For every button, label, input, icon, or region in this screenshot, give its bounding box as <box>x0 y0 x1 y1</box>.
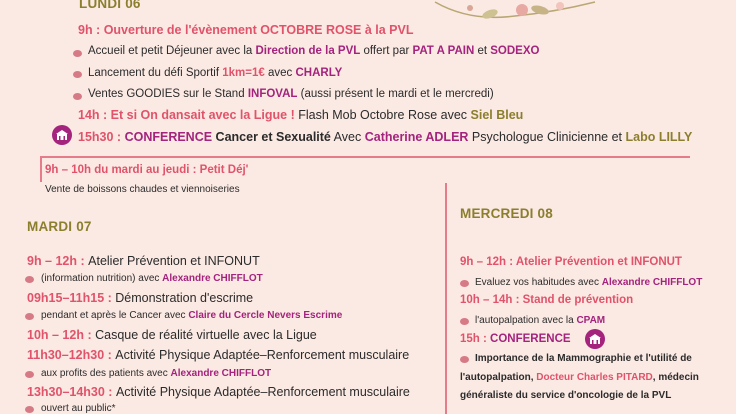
highlight: Alexandre CHIFFLOT <box>162 273 263 284</box>
text: Atelier Prévention et INFONUT <box>88 254 260 268</box>
mercredi-item-3-line2 <box>460 372 699 383</box>
time: 09h15–11h15 : <box>27 291 116 305</box>
conference-badge-icon <box>52 125 72 145</box>
lundi-item-goodies <box>88 88 494 100</box>
mercredi-item-3 <box>460 333 571 345</box>
text: (aussi présent le mardi et le mercredi) <box>297 88 494 100</box>
highlight: Labo LILLY <box>625 130 693 144</box>
mardi-item-3 <box>27 328 317 342</box>
bullet-dot-icon <box>73 71 82 78</box>
time: 15h30 : <box>78 130 125 144</box>
bullet-dot-icon <box>25 313 34 320</box>
highlight: 1km=1€ <box>222 67 265 79</box>
text: l'autopalpation, <box>460 372 537 383</box>
highlight: CHARLY <box>295 67 343 79</box>
mardi-item-4 <box>27 348 409 362</box>
bullet-dot-icon <box>460 280 469 287</box>
highlight: INFOVAL <box>247 88 298 100</box>
text: (information nutrition) avec <box>41 273 163 284</box>
text: Activité Physique Adaptée–Renforcement musculaire <box>115 385 410 399</box>
mardi-item-2-sub <box>41 310 342 321</box>
speaker: Catherine ADLER <box>364 130 469 144</box>
mardi-item-5 <box>27 385 410 399</box>
day-title-lundi: LUNDI 06 <box>79 0 141 11</box>
text: avec <box>264 67 296 79</box>
mercredi-item-1-sub <box>475 277 702 288</box>
bullet-dot-icon <box>73 50 82 57</box>
highlight: SODEXO <box>490 45 540 57</box>
text: Lancement du défi Sportif <box>88 67 223 79</box>
highlight: Siel Bleu <box>470 108 524 122</box>
lundi-item-breakfast <box>88 45 539 57</box>
mercredi-item-3-line1: Importance de la Mammographie et l'utilité de <box>475 353 692 364</box>
divider-line <box>40 156 42 182</box>
mardi-item-1 <box>27 254 260 268</box>
text: pendant et après le Cancer avec <box>41 310 189 321</box>
conference-badge-icon <box>585 329 605 349</box>
mercredi-item-2: 10h – 14h : Stand de prévention <box>460 294 634 306</box>
conference-label: CONFERENCE <box>490 333 571 345</box>
mercredi-item-1: 9h – 12h : Atelier Prévention et INFONUT <box>460 256 682 268</box>
text: Avec <box>330 130 365 144</box>
bullet-dot-icon <box>25 406 34 413</box>
time: 11h30–12h30 : <box>27 348 116 362</box>
petit-dej-title: 9h – 10h du mardi au jeudi : Petit Déj' <box>45 164 249 176</box>
lundi-item-conference <box>78 130 692 144</box>
time: 13h30–14h30 : <box>27 385 116 399</box>
floral-decoration-icon <box>430 0 600 30</box>
text: offert par <box>360 45 413 57</box>
text: Activité Physique Adaptée–Renforcement musculaire <box>115 348 410 362</box>
day-title-mercredi: MERCREDI 08 <box>460 206 553 221</box>
topic: Cancer et Sexualité <box>212 130 331 144</box>
divider-line <box>40 156 690 158</box>
text: aux profits des patients avec <box>41 368 171 379</box>
highlight: PAT A PAIN <box>412 45 475 57</box>
speaker: Docteur Charles PITARD <box>536 372 653 383</box>
text: Casque de réalité virtuelle avec la Ligue <box>95 328 317 342</box>
petit-dej-text: Vente de boissons chaudes et viennoiseries <box>45 184 240 195</box>
time: 10h – 12h : <box>27 328 96 342</box>
highlight: Alexandre CHIFFLOT <box>601 277 703 288</box>
text: Psychologue Clinicienne et <box>468 130 626 144</box>
lundi-item-sport <box>88 67 342 79</box>
highlight: Claire du Cercle Nevers Escrime <box>188 310 343 321</box>
time: 9h – 12h : <box>27 254 89 268</box>
text: Accueil et petit Déjeuner avec la <box>88 45 256 57</box>
bullet-dot-icon <box>25 371 34 378</box>
opening-text: Ouverture de l'évènement OCTOBRE ROSE à la PVL <box>103 23 414 37</box>
mardi-item-2 <box>27 291 253 305</box>
mercredi-item-2-sub <box>475 315 605 326</box>
text: Démonstration d'escrime <box>115 291 254 305</box>
lundi-opening <box>78 23 413 37</box>
day-title-mardi: MARDI 07 <box>27 219 92 234</box>
bullet-dot-icon <box>73 93 82 100</box>
opening-time: 9h : <box>78 23 104 37</box>
text: l'autopalpation avec la <box>475 315 577 326</box>
text: Evaluez vos habitudes avec <box>475 277 602 288</box>
text: Ventes GOODIES sur le Stand <box>88 88 248 100</box>
mercredi-item-3-line3: généraliste du service d'oncologie de la PVL <box>460 390 672 401</box>
bullet-dot-icon <box>460 318 469 325</box>
conference-label: CONFERENCE <box>124 130 213 144</box>
column-separator <box>445 183 447 414</box>
text: , médecin <box>652 372 699 383</box>
text: Flash Mob Octobre Rose avec <box>294 108 471 122</box>
highlight: Alexandre CHIFFLOT <box>170 368 272 379</box>
highlight: 14h : Et si On dansait avec la Ligue ! <box>78 108 295 122</box>
highlight: CPAM <box>576 315 606 326</box>
lundi-item-flashmob <box>78 108 523 122</box>
text: et <box>474 45 491 57</box>
highlight: Direction de la PVL <box>255 45 361 57</box>
mardi-item-5-sub: ouvert au public* <box>41 403 116 414</box>
mardi-item-4-sub <box>41 368 271 379</box>
bullet-dot-icon <box>25 276 34 283</box>
time: 15h : <box>460 333 491 345</box>
mardi-item-1-sub <box>41 273 263 284</box>
bullet-dot-icon <box>460 356 469 363</box>
